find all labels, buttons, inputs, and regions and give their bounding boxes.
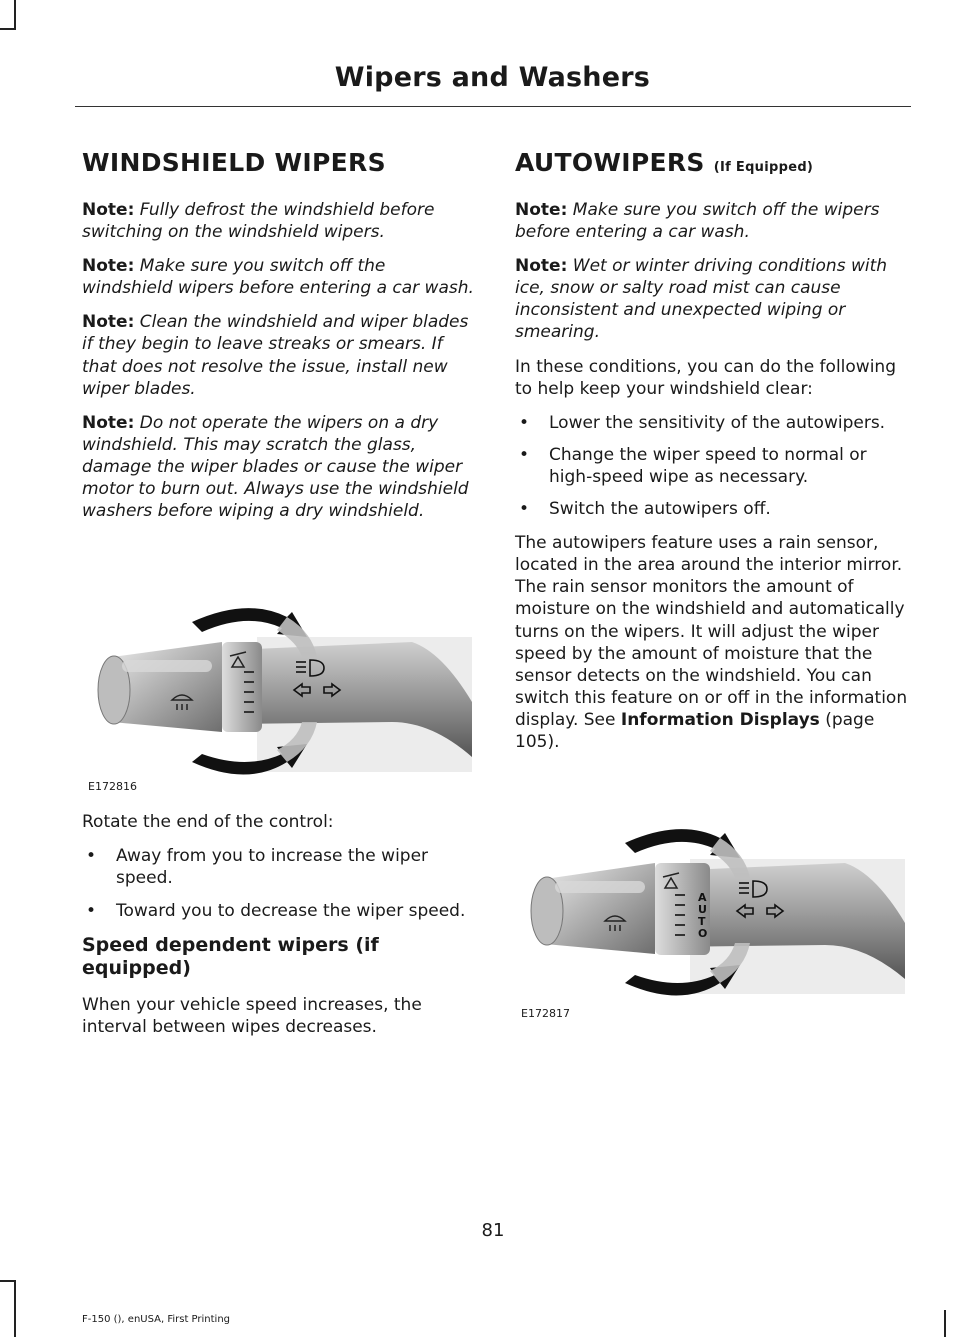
page-header-title: Wipers and Washers	[334, 62, 650, 93]
list-item: • Away from you to increase the wiper speed.	[86, 846, 429, 889]
note-car-wash	[515, 199, 910, 243]
note-winter-conditions	[515, 255, 910, 343]
page-reference: (page 105).	[515, 709, 875, 752]
if-equipped-label: (If Equipped)	[713, 160, 814, 175]
header-divider	[75, 106, 911, 107]
list-item: • Lower the sensitivity of the autowipers.	[519, 412, 886, 433]
crop-mark-top-left	[14, 0, 16, 30]
section-heading-autowipers: AUTOWIPERS (If Equipped)	[515, 148, 814, 177]
note-car-wash	[82, 255, 477, 299]
list-item: • Switch the autowipers off.	[519, 499, 771, 520]
wiper-stalk-svg	[82, 572, 477, 797]
conditions-intro: In these conditions, you can do the following to help keep your windshield clear:	[515, 356, 896, 399]
information-displays-link[interactable]: Information Displays	[620, 709, 820, 730]
rotating-ring	[222, 642, 262, 732]
crop-mark-bottom-left-h	[0, 1280, 16, 1282]
auto-letter: A	[698, 891, 707, 905]
right-column	[515, 148, 910, 1038]
autowiper-control-illustration	[515, 799, 910, 1024]
note-label: Note:	[82, 412, 135, 433]
note-text: Make sure you switch off the wipers before entering a car wash.	[515, 200, 880, 243]
list-item: • Change the wiper speed to normal or high-speed wipe as necessary.	[519, 444, 867, 487]
note-text: Do not operate the wipers on a dry windshield. This may scratch the glass, damage the wiper blades or cause the wiper motor to burn out. Always use the windshield washers before wiping a dry windshield.	[82, 412, 469, 522]
note-label: Note:	[515, 200, 568, 220]
note-label: Note:	[82, 200, 135, 220]
crop-mark-bottom-right	[944, 1310, 946, 1337]
list-item: • Toward you to decrease the wiper speed.	[86, 900, 466, 921]
auto-letter: O	[698, 927, 708, 941]
note-defrost	[82, 199, 477, 243]
note-label: Note:	[82, 312, 135, 333]
note-clean-blades	[82, 311, 477, 399]
footer-edition: F-150 (), enUSA, First Printing	[82, 1314, 231, 1325]
left-column	[82, 148, 477, 1050]
rotate-intro: Rotate the end of the control:	[82, 812, 334, 833]
figure-code: E172817	[521, 1007, 570, 1021]
wiper-control-illustration	[82, 572, 477, 797]
figure-code: E172816	[88, 780, 137, 794]
note-text: Fully defrost the windshield before switching on the windshield wipers.	[82, 200, 435, 243]
note-text: Make sure you switch off the windshield wipers before entering a car wash.	[82, 256, 474, 299]
speed-dependent-text: When your vehicle speed increases, the interval between wipes decreases.	[82, 994, 422, 1038]
subheading-speed-dependent: Speed dependent wipers (if equipped)	[82, 933, 379, 979]
page-number: 81	[481, 1220, 505, 1241]
autowipers-feature-text: The autowipers feature uses a rain sensor, located in the area around the interior mirror. The rain sensor monitors the amount of moisture on the windshield and automatically turns on the wipers. It will adjust the wiper speed by the amount of moisture that the sensor detects on the windshield. You can switch this feature on or off in the information display. See Information Displays (page 105).	[515, 533, 908, 752]
rotate-bullets	[82, 845, 477, 921]
note-text: Wet or winter driving conditions with ice, snow or salty road mist can cause inconsistent and unexpected wiping or smearing.	[515, 256, 888, 343]
auto-letter: U	[698, 903, 707, 917]
section-heading-windshield-wipers: WINDSHIELD WIPERS	[82, 148, 386, 177]
note-dry-windshield	[82, 412, 477, 522]
autowiper-stalk-svg	[515, 799, 910, 1024]
crop-mark-bottom-left	[14, 1280, 16, 1337]
conditions-bullets	[515, 412, 910, 520]
note-label: Note:	[82, 256, 135, 277]
crop-mark-top-left-h	[0, 28, 16, 30]
note-text: Clean the windshield and wiper blades if they begin to leave streaks or smears. If that does not resolve the issue, install new wiper blades.	[82, 312, 469, 399]
auto-letter: T	[698, 915, 706, 929]
note-label: Note:	[515, 256, 568, 277]
auto-label	[698, 891, 707, 940]
